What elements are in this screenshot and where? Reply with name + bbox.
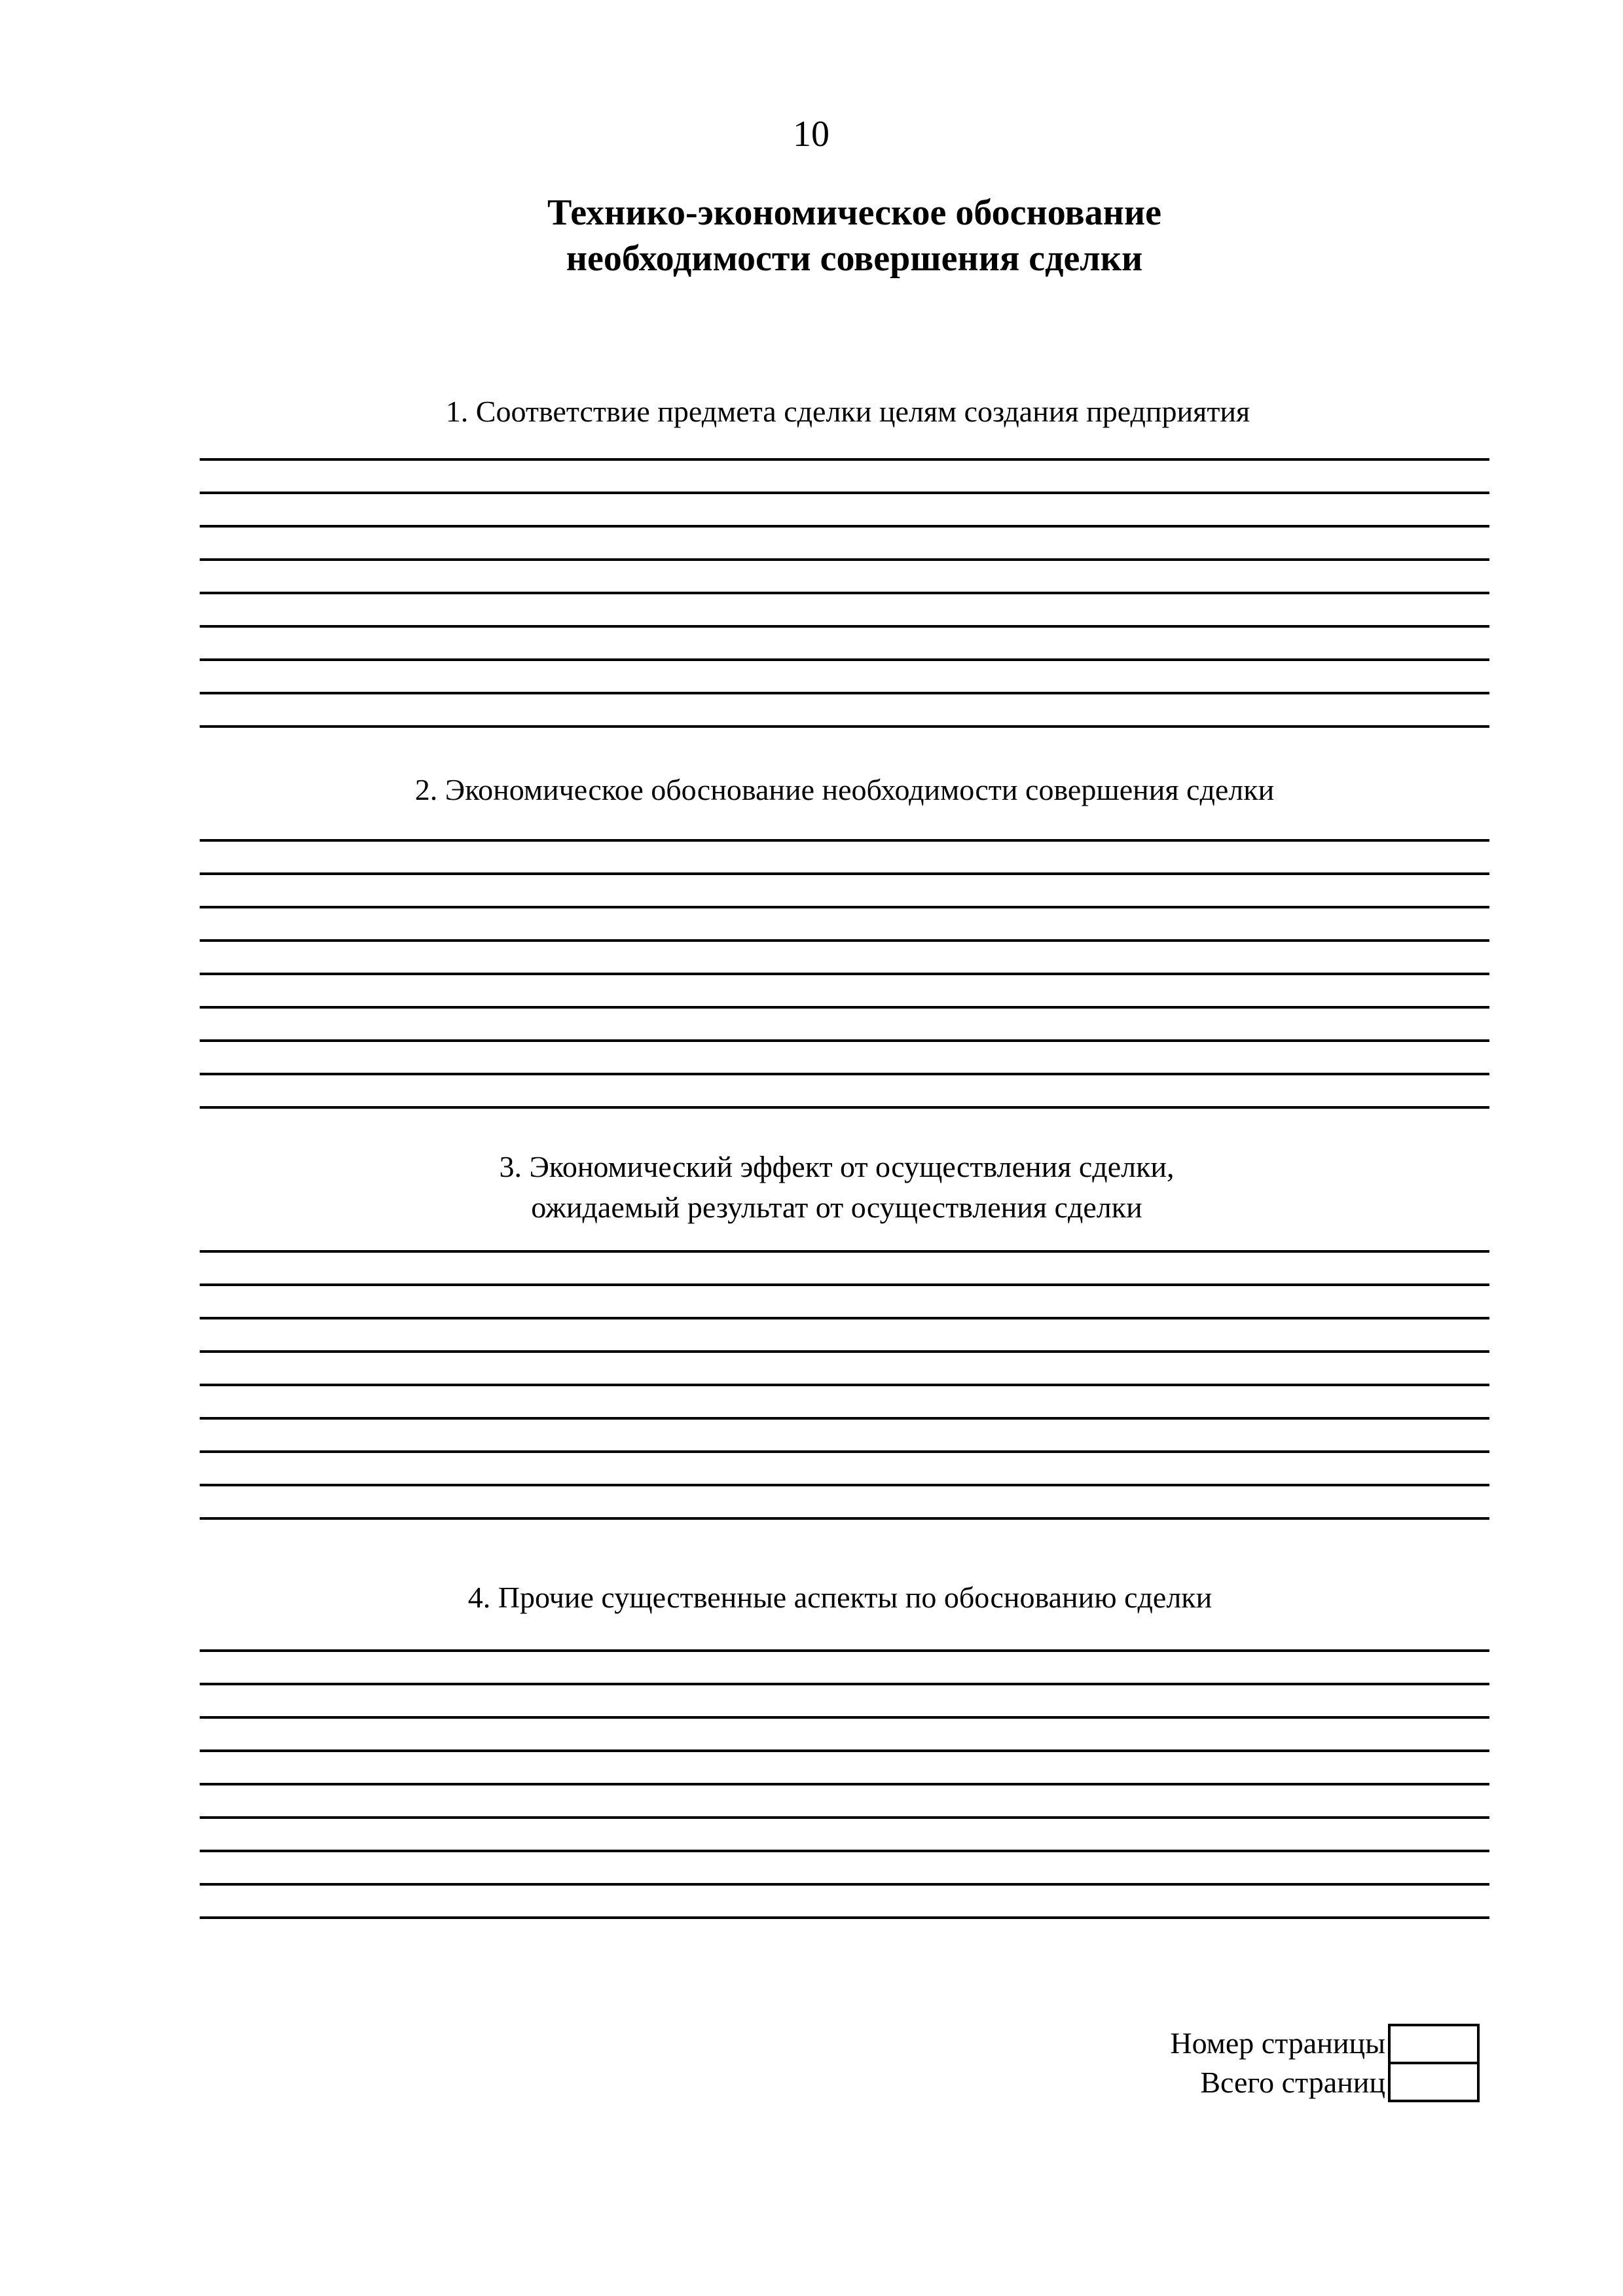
page-number-label: Номер страницы [1170, 2026, 1385, 2060]
page-number: 10 [793, 114, 830, 154]
answer-line[interactable] [200, 872, 1489, 875]
answer-line[interactable] [200, 906, 1489, 908]
answer-line[interactable] [200, 1749, 1489, 1752]
answer-line[interactable] [200, 973, 1489, 975]
answer-line[interactable] [200, 1783, 1489, 1785]
answer-line[interactable] [200, 1417, 1489, 1420]
answer-line[interactable] [200, 1916, 1489, 1919]
section-3-heading [499, 1147, 1174, 1228]
answer-line[interactable] [200, 1484, 1489, 1486]
answer-line[interactable] [200, 1883, 1489, 1886]
answer-line[interactable] [200, 1816, 1489, 1819]
total-pages-label: Всего страниц [1200, 2066, 1385, 2099]
answer-line[interactable] [200, 1517, 1489, 1520]
section-2-heading: 2. Экономическое обоснование необходимости совершения сделки [414, 773, 1275, 806]
answer-line[interactable] [200, 692, 1489, 694]
answer-line[interactable] [200, 1250, 1489, 1253]
answer-line[interactable] [200, 1649, 1489, 1652]
page-number-field[interactable] [1388, 2024, 1480, 2063]
answer-line[interactable] [200, 1073, 1489, 1075]
answer-line[interactable] [200, 1683, 1489, 1685]
answer-line[interactable] [200, 725, 1489, 728]
answer-line[interactable] [200, 1317, 1489, 1319]
answer-line[interactable] [200, 1106, 1489, 1109]
answer-line[interactable] [200, 1283, 1489, 1286]
answer-line[interactable] [200, 1384, 1489, 1386]
answer-line[interactable] [200, 839, 1489, 842]
section-3-heading-line-1: 3. Экономический эффект от осуществления сделки, [499, 1150, 1175, 1183]
section-1-heading: 1. Соответствие предмета сделки целям создания предприятия [445, 395, 1250, 428]
answer-line[interactable] [200, 1850, 1489, 1852]
document-title [547, 190, 1161, 281]
answer-line[interactable] [200, 558, 1489, 561]
section-4-heading: 4. Прочие существенные аспекты по обоснованию сделки [467, 1581, 1213, 1614]
answer-line[interactable] [200, 1006, 1489, 1009]
answer-line[interactable] [200, 1350, 1489, 1353]
answer-line[interactable] [200, 492, 1489, 494]
section-3-heading-line-2: ожидаемый результат от осуществления сделки [531, 1191, 1142, 1224]
document-title-line-1: Технико-экономическое обоснование [547, 192, 1161, 233]
answer-line[interactable] [200, 625, 1489, 628]
total-pages-field[interactable] [1388, 2063, 1480, 2102]
answer-line[interactable] [200, 592, 1489, 594]
answer-line[interactable] [200, 1450, 1489, 1453]
answer-line[interactable] [200, 458, 1489, 461]
answer-line[interactable] [200, 525, 1489, 528]
answer-line[interactable] [200, 939, 1489, 942]
answer-line[interactable] [200, 1039, 1489, 1042]
answer-line[interactable] [200, 658, 1489, 661]
document-title-line-2: необходимости совершения сделки [566, 238, 1143, 279]
answer-line[interactable] [200, 1716, 1489, 1719]
page-info-box [1170, 2024, 1480, 2102]
